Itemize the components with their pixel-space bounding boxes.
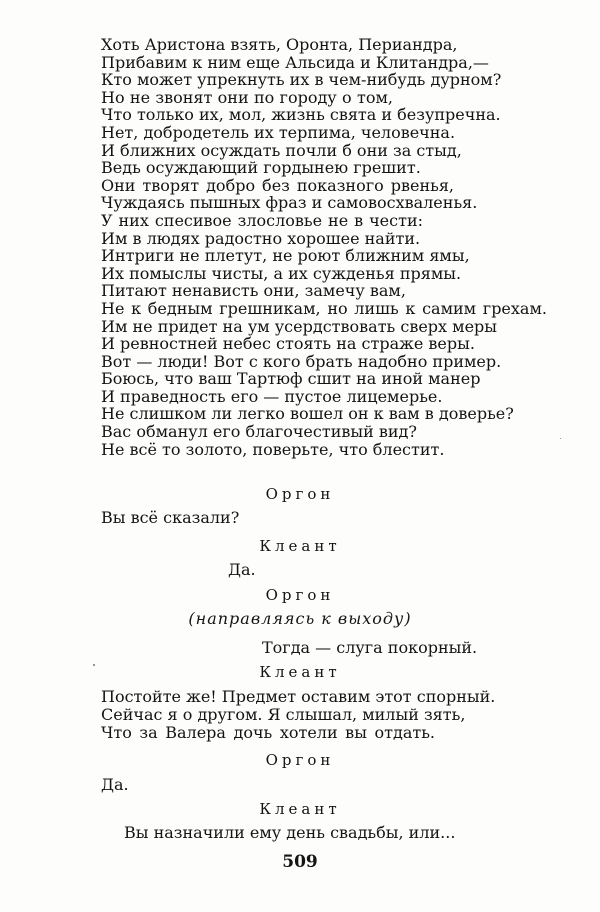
verse-line: Нет, добродетель их терпима, человечна.	[101, 122, 456, 142]
speaker-name: Клеант	[259, 663, 341, 681]
verse-line: Они творят добро без показного рвенья,	[101, 175, 454, 195]
verse-line: Не всё то золото, поверьте, что блестит.	[101, 439, 445, 459]
page-number: 509	[282, 852, 318, 872]
stage-direction: (направляясь к выходу)	[188, 609, 412, 628]
verse-line: У них спесивое злословье не в чести:	[101, 210, 423, 230]
dialogue-line: Что за Валера дочь хотели вы отдать.	[101, 723, 435, 742]
speaker-name: Оргон	[265, 586, 335, 604]
verse-line: Вас обманул его благочестивый вид?	[101, 422, 417, 442]
verse-line: Интриги не плетут, не роют ближним ямы,	[101, 246, 470, 266]
verse-line: Питают ненависть они, замечу вам,	[101, 281, 406, 301]
verse-line: Вот — люди! Вот с кого брать надобно пример.	[101, 351, 502, 371]
dialogue-line: Постойте же! Предмет оставим этот спорный.	[101, 687, 496, 706]
verse-line: И праведность его — пустое лицемерье.	[101, 386, 443, 406]
dialogue-line: Вы назначили ему день свадьбы, или...	[124, 823, 456, 842]
verse-line: Кто может упрекнуть их в чем-нибудь дурном?	[101, 70, 502, 90]
paper-speck	[560, 438, 561, 439]
verse-line: Их помыслы чисты, а их сужденья прямы.	[101, 263, 462, 283]
verse-line: Прибавим к ним еще Альсида и Клитандра,—	[101, 52, 489, 72]
speaker-name: Клеант	[259, 800, 341, 818]
verse-block	[101, 36, 561, 458]
verse-line: И ближних осуждать почли б они за стыд,	[101, 140, 462, 160]
dialogue-line: Тогда — слуга покорный.	[262, 638, 478, 657]
dialogue-line: Да.	[101, 775, 129, 794]
dialogue-line: Да.	[228, 560, 256, 579]
verse-line: Ведь осуждающий гордынею грешит.	[101, 158, 421, 178]
verse-line: Им не придет на ум усердствовать сверх меры	[101, 316, 498, 336]
dialogue-block	[101, 687, 496, 742]
verse-line: Им в людях радостно хорошее найти.	[101, 228, 421, 248]
dialogue-line: Сейчас я о другом. Я слышал, милый зять,	[101, 705, 466, 724]
verse-line: И ревностней небес стоять на страже веры.	[101, 334, 475, 354]
speaker-name: Оргон	[265, 751, 335, 769]
speaker-name: Оргон	[265, 485, 335, 503]
verse-line: Не слишком ли легко вошел он к вам в доверье?	[101, 404, 514, 424]
paper-speck	[93, 664, 95, 666]
verse-line: Не к бедным грешникам, но лишь к самим грехам.	[101, 298, 547, 318]
verse-line: Что только их, мол, жизнь свята и безупречна.	[101, 105, 501, 125]
verse-line: Чуждаясь пышных фраз и самовосхваленья.	[101, 193, 478, 213]
dialogue-line: Вы всё сказали?	[101, 508, 240, 527]
verse-line: Боюсь, что ваш Тартюф сшит на иной манер	[101, 369, 481, 389]
verse-line: Хоть Аристона взять, Оронта, Периандра,	[101, 35, 458, 54]
verse-line: Но не звонят они по городу о том,	[101, 87, 393, 107]
speaker-name: Клеант	[259, 537, 341, 555]
